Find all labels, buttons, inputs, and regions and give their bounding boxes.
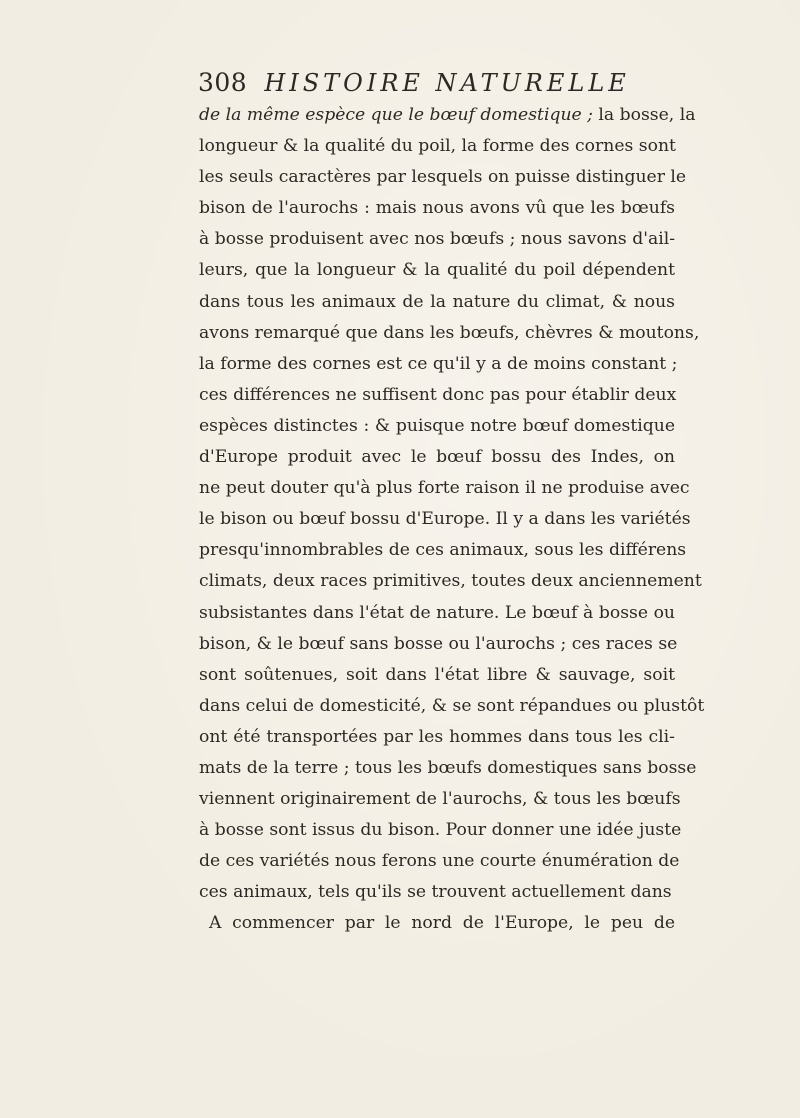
text-line: sont soûtenues, soit dans l'état libre & sauvage, soit <box>199 664 675 685</box>
text-line: d'Europe produit avec le bœuf bossu des Indes, on <box>199 447 675 468</box>
text-line-1 <box>199 100 696 131</box>
paragraph-end-line: ces animaux, tels qu'ils se trouvent actuellement dans <box>199 882 672 903</box>
running-title: HISTOIRE NATURELLE <box>264 69 630 97</box>
italic-phrase: de la même espèce que le bœuf domestique ; <box>199 105 593 125</box>
text-line: mats de la terre ; tous les bœufs domestiques sans bosse <box>199 757 697 778</box>
text-line: bison, & le bœuf sans bosse ou l'aurochs ; ces races se <box>199 633 678 654</box>
text-line: viennent originairement de l'aurochs, & tous les bœufs <box>199 789 681 810</box>
text-line: longueur & la qualité du poil, la forme des cornes sont <box>199 136 676 157</box>
text-line-1-rest: la bosse, la <box>592 105 696 125</box>
text-line: espèces distinctes : & puisque notre bœuf domestique <box>199 415 675 436</box>
text-line: presqu'innombrables de ces animaux, sous les différens <box>199 540 687 561</box>
text-line: de ces variétés nous ferons une courte énumération de <box>199 851 680 872</box>
text-line: avons remarqué que dans les bœufs, chèvres & moutons, <box>199 322 700 343</box>
text-line: le bison ou bœuf bossu d'Europe. Il y a dans les variétés <box>199 509 691 530</box>
text-line: subsistantes dans l'état de nature. Le bœuf à bosse ou <box>199 602 675 623</box>
text-line: bison de l'aurochs : mais nous avons vû que les bœufs <box>199 198 675 219</box>
text-line: leurs, que la longueur & la qualité du poil dépendent <box>199 260 675 281</box>
new-paragraph-line: A commencer par le nord de l'Europe, le peu de <box>209 913 675 934</box>
text-line: dans celui de domesticité, & se sont répandues ou plustôt <box>199 695 705 716</box>
text-line: ne peut douter qu'à plus forte raison il ne produise avec <box>199 478 690 499</box>
text-line: ont été transportées par les hommes dans tous les cli- <box>199 726 675 747</box>
text-line: à bosse sont issus du bison. Pour donner une idée juste <box>199 820 682 841</box>
body-text <box>199 100 705 940</box>
text-line: dans tous les animaux de la nature du climat, & nous <box>199 291 675 312</box>
page-header <box>198 68 658 100</box>
text-line: la forme des cornes est ce qu'il y a de moins constant ; <box>199 353 678 374</box>
text-line: à bosse produisent avec nos bœufs ; nous savons d'ail- <box>199 229 675 250</box>
text-line: climats, deux races primitives, toutes deux anciennement <box>199 571 702 592</box>
text-line: les seuls caractères par lesquels on puisse distinguer le <box>199 167 687 188</box>
text-line: ces différences ne suffisent donc pas pour établir deux <box>199 384 677 405</box>
page-number: 308 <box>198 68 248 97</box>
